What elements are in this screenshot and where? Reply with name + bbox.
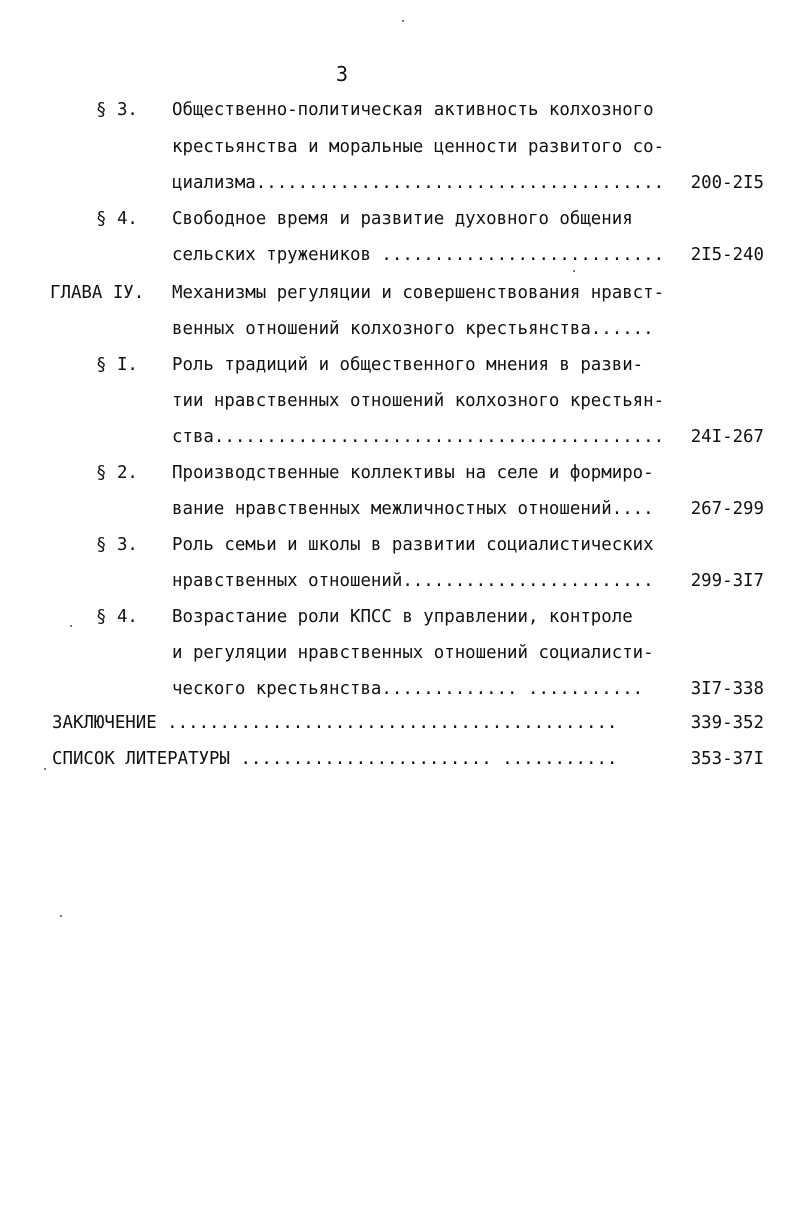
section-mark: § 4. xyxy=(96,209,138,229)
toc-entry-line: сельских тружеников ........................... xyxy=(172,245,665,265)
toc-entry-line: ства........................................... xyxy=(172,427,665,447)
scan-speck xyxy=(573,270,575,272)
section-mark: § 3. xyxy=(96,535,138,555)
section-mark: § 2. xyxy=(96,463,138,483)
scan-speck xyxy=(60,915,62,917)
page-range: 353-37I xyxy=(690,749,764,769)
toc-entry-line: Роль семьи и школы в развитии социалистических xyxy=(172,535,654,555)
toc-entry-line: Роль традиций и общественного мнения в разви- xyxy=(172,355,644,375)
page-range: 339-352 xyxy=(690,713,764,733)
toc-entry-line: циализма....................................... xyxy=(172,173,665,193)
section-mark: § 3. xyxy=(96,100,138,120)
toc-entry-line: венных отношений колхозного крестьянства...... xyxy=(172,319,654,339)
toc-entry-line: и регуляции нравственных отношений социалисти- xyxy=(172,643,654,663)
page-range: 24I-267 xyxy=(690,427,764,447)
bibliography-entry: СПИСОК ЛИТЕРАТУРЫ ........................ ........... xyxy=(52,749,618,769)
toc-entry-line: тии нравственных отношений колхозного крестьян- xyxy=(172,391,665,411)
toc-entry-line: ческого крестьянства............. ........... xyxy=(172,679,644,699)
toc-entry-line: Возрастание роли КПСС в управлении, контроле xyxy=(172,607,633,627)
conclusion-entry: ЗАКЛЮЧЕНИЕ ........................................... xyxy=(52,713,618,733)
page-number: 3 xyxy=(335,62,349,86)
section-mark: § 4. xyxy=(96,607,138,627)
scan-speck xyxy=(44,768,46,770)
toc-entry-line: Общественно-политическая активность колхозного xyxy=(172,100,654,120)
chapter-mark: ГЛАВА IУ. xyxy=(50,283,145,303)
scan-speck xyxy=(70,625,72,627)
page-range: 2I5-240 xyxy=(690,245,764,265)
toc-entry-line: Свободное время и развитие духовного общения xyxy=(172,209,633,229)
toc-entry-line: Производственные коллективы на селе и формиро- xyxy=(172,463,654,483)
toc-entry-line: нравственных отношений........................ xyxy=(172,571,654,591)
page-range: 267-299 xyxy=(690,499,764,519)
toc-entry-line: Механизмы регуляции и совершенствования нравст- xyxy=(172,283,665,303)
scan-speck xyxy=(402,20,404,22)
page-range: 200-2I5 xyxy=(690,173,764,193)
page-range: 3I7-338 xyxy=(690,679,764,699)
section-mark: § I. xyxy=(96,355,138,375)
toc-entry-line: крестьянства и моральные ценности развитого со- xyxy=(172,137,665,157)
toc-entry-line: вание нравственных межличностных отношений.... xyxy=(172,499,654,519)
page-range: 299-3I7 xyxy=(690,571,764,591)
